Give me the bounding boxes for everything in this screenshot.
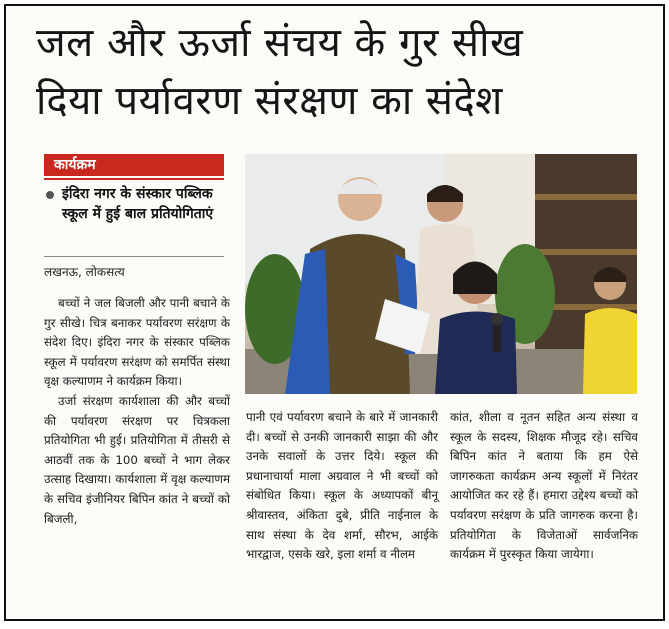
headline-line-1: जल और ऊर्जा संचय के गुर सीख: [36, 20, 524, 66]
section-tag: कार्यक्रम: [44, 154, 224, 176]
paragraph: बच्चों ने जल बिजली और पानी बचाने के गुर सीखे। चित्र बनाकर पर्यावरण सरंक्षण के संदेश दिए। इंदिरा नगर के संस्कार पब्लिक स्कूल में पर्यावरण सरंक्षण को समर्पित संस्था वृक्ष कल्याणम ने कार्यक्रम किया।: [44, 296, 230, 389]
headline: [36, 14, 646, 130]
subheading: इंदिरा नगर के संस्कार पब्लिक स्कूल में हुई बाल प्रतियोगिताएं: [62, 186, 214, 222]
section-rule: [44, 178, 224, 180]
newspaper-clipping: [4, 4, 665, 621]
photo-people: [245, 154, 637, 394]
headline-line-2: दिया पर्यावरण संरक्षण का संदेश: [36, 78, 503, 124]
text-column-2: [246, 408, 438, 565]
paragraph: कांत, शीला व नूतन सहित अन्य संस्था व स्कूल के सदस्य, शिक्षक मौजूद रहे। सचिव बिपिन कांत ने बताया कि हम ऐसे जागरुकता कार्यक्रम अन्य स्कूलों में निरंतर आयोजित कर रहे हैं। हमारा उद्देश्य बच्चों को पर्यावरण सरंक्षण के प्रति जागरुक करना है। प्रतियोगिता के विजेताओं सार्वजनिक कार्यक्रम में पुरस्कृत किया जायेगा।: [450, 410, 638, 562]
dateline: लखनऊ, लोकसत्य: [44, 265, 125, 279]
text-column-3: [450, 408, 638, 565]
bullet-icon: [46, 191, 54, 199]
paragraph: पानी एवं पर्यावरण बचाने के बारे में जानकारी दी। बच्चों से उनकी जानकारी साझा की और उनके सवालों के उत्तर दिये। स्कूल की प्रधानाचार्या माला अग्रवाल ने भी बच्चों को संबोधित किया। स्कूल के अध्यापकों बीनू श्रीवास्तव, अंकिता दुबे, प्रीति नाईनाल के साथ संस्था के देव शर्मा, सौरभ, आईके भारद्वाज, एसके खरे, इला शर्मा व नीलम: [246, 410, 438, 562]
event-photo: [245, 154, 637, 394]
divider: [44, 256, 224, 257]
paragraph: उर्जा संरक्षण कार्यशाला की और बच्चों की पर्यावरण संरक्षण पर चित्रकला प्रतियोगिता भी हुई। प्रतियोगिता में तीसरी से आठवीं तक के 100 बच्चों ने भाग लेकर उत्साह दिखाया। कार्यशाला में वृक्ष कल्याणम के सचिव इंजीनियर बिपिन कांत ने बच्चों को बिजली,: [44, 393, 230, 526]
text-column-1: [44, 294, 230, 529]
